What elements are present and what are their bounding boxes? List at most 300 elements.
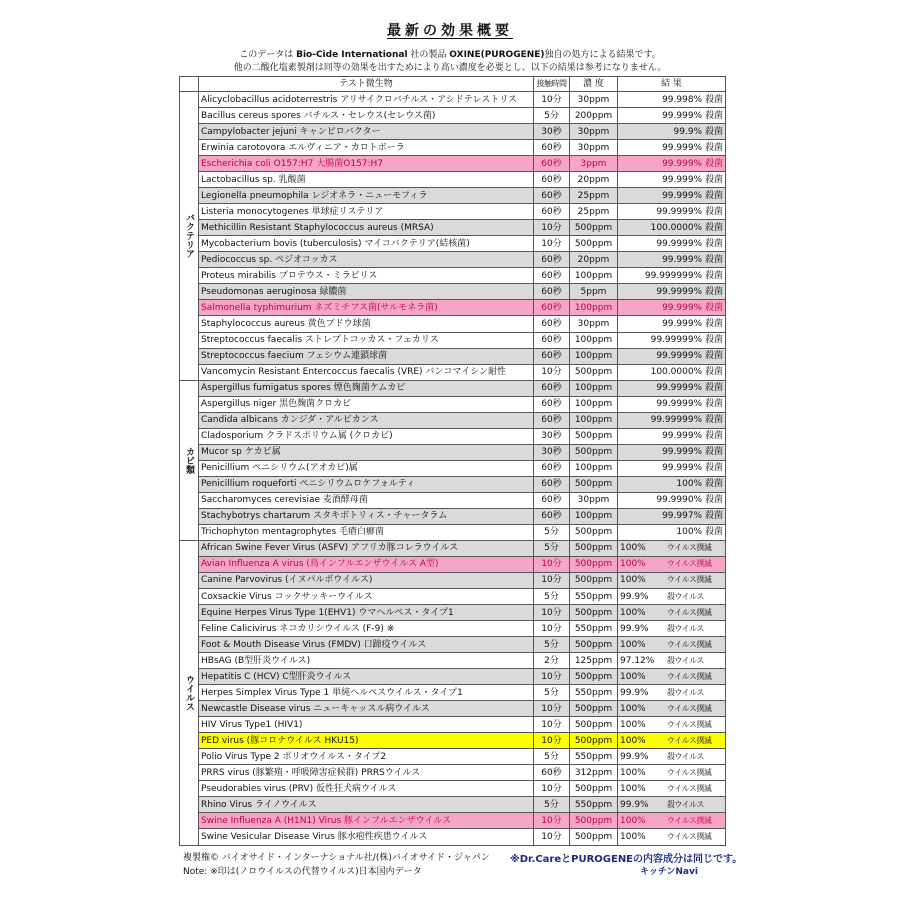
contact-time: 60秒	[534, 396, 570, 412]
result-label: 殺ウイルス	[666, 687, 704, 697]
result-cell	[618, 348, 726, 364]
organism-name: Saccharomyces cerevisiae 麦酒酵母菌	[199, 492, 534, 508]
table-row	[180, 380, 726, 396]
concentration: 500ppm	[570, 556, 618, 572]
table-row	[180, 332, 726, 348]
result-value: 99.998%	[662, 94, 703, 105]
concentration: 500ppm	[570, 236, 618, 252]
result-cell	[618, 316, 726, 332]
efficacy-table	[179, 76, 726, 846]
organism-name: Penicillium roqueforti ペニシリウムロケフォルティ	[199, 476, 534, 492]
organism-name: Listeria monocytogenes 単球症リステリア	[199, 204, 534, 220]
result-label: 殺菌	[704, 158, 723, 169]
organism-name: Candida albicans カンジダ・アルビカンス	[199, 412, 534, 428]
organism-name: Streptococcus faecium フェシウム連鎖球菌	[199, 348, 534, 364]
organism-name: Hepatitis C (HCV) C型肝炎ウイルス	[199, 669, 534, 685]
result-value: 100%	[620, 719, 646, 730]
result-cell	[618, 572, 726, 588]
result-cell	[618, 717, 726, 733]
organism-name: Escherichia coli O157:H7 大腸菌O157:H7	[199, 156, 534, 172]
organism-name: Newcastle Disease virus ニューキャッスル病ウイルス	[199, 701, 534, 717]
concentration: 500ppm	[570, 717, 618, 733]
table-row	[180, 220, 726, 236]
concentration: 30ppm	[570, 316, 618, 332]
table-row	[180, 572, 726, 588]
organism-name: Legionella pneumophila レジオネラ・ニューモフィラ	[199, 188, 534, 204]
result-cell	[618, 701, 726, 717]
result-value: 99.999999%	[644, 270, 703, 281]
table-row	[180, 300, 726, 316]
contact-time: 10分	[534, 669, 570, 685]
result-cell	[618, 380, 726, 396]
organism-name: Herpes Simplex Virus Type 1 単純ヘルペスウイルス・タイプ1	[199, 685, 534, 701]
result-cell	[618, 685, 726, 701]
contact-time: 2分	[534, 653, 570, 669]
contact-time: 5分	[534, 589, 570, 605]
table-row	[180, 685, 726, 701]
organism-name: Proteus mirabilis プロテウス・ミラビリス	[199, 268, 534, 284]
contact-time: 60秒	[534, 300, 570, 316]
concentration: 500ppm	[570, 701, 618, 717]
table-row	[180, 589, 726, 605]
concentration: 550ppm	[570, 685, 618, 701]
result-value: 99.9999%	[656, 383, 703, 394]
contact-time: 60秒	[534, 188, 570, 204]
result-label: 殺菌	[704, 415, 723, 426]
result-label: 殺菌	[704, 383, 723, 394]
concentration: 20ppm	[570, 172, 618, 188]
organism-name: Cladosporium クラドスポリウム属 (クロカビ)	[199, 428, 534, 444]
result-cell	[618, 204, 726, 220]
category-label: バクテリア	[180, 92, 199, 381]
result-label: 殺菌	[704, 142, 723, 153]
result-cell	[618, 252, 726, 268]
table-row	[180, 268, 726, 284]
table-row	[180, 653, 726, 669]
result-cell	[618, 508, 726, 524]
result-label: 殺菌	[704, 527, 723, 538]
concentration: 500ppm	[570, 524, 618, 540]
table-row	[180, 492, 726, 508]
organism-name: HIV Virus Type1 (HIV1)	[199, 717, 534, 733]
source-credit: キッチンNavi	[640, 867, 698, 877]
result-cell	[618, 332, 726, 348]
table-header-row	[180, 77, 726, 92]
organism-name: Polio Virus Type 2 ポリオウイルス・タイプ2	[199, 749, 534, 765]
result-cell	[618, 300, 726, 316]
organism-name: Avian Influenza A virus (鳥インフルエンザウイルス A型)	[199, 556, 534, 572]
organism-name: Aspergillus niger 黒色麹菌クロカビ	[199, 396, 534, 412]
result-label: ウイルス撲滅	[666, 767, 712, 777]
organism-name: Pseudomonas aeruginosa 緑膿菌	[199, 284, 534, 300]
organism-name: Aspergillus fumigatus spores 煙色麹菌ケムカビ	[199, 380, 534, 396]
concentration: 550ppm	[570, 589, 618, 605]
result-cell	[618, 188, 726, 204]
contact-time: 60秒	[534, 765, 570, 781]
concentration: 500ppm	[570, 605, 618, 621]
result-value: 99.9%	[620, 591, 649, 602]
result-cell	[618, 108, 726, 124]
result-value: 99.999%	[662, 463, 703, 474]
result-label: ウイルス撲滅	[666, 575, 712, 585]
result-value: 99.999%	[662, 158, 703, 169]
intro-line-2: 他の二酸化塩素製剤は同等の効果を出すためにより高い濃度を必要とし、以下の結果は参考になりません。	[233, 63, 667, 73]
table-row	[180, 396, 726, 412]
contact-time: 60秒	[534, 172, 570, 188]
table-row	[180, 316, 726, 332]
result-label: 殺菌	[704, 367, 723, 378]
contact-time: 10分	[534, 364, 570, 380]
result-label: 殺菌	[704, 190, 723, 201]
organism-name: African Swine Fever Virus (ASFV) アフリカ豚コレラウイルス	[199, 540, 534, 556]
concentration: 20ppm	[570, 252, 618, 268]
table-row	[180, 156, 726, 172]
result-label: ウイルス撲滅	[666, 815, 712, 825]
result-label: 殺菌	[704, 222, 723, 233]
organism-name: Penicillium ペニシリウム(アオカビ)属	[199, 460, 534, 476]
concentration: 30ppm	[570, 124, 618, 140]
result-cell	[618, 156, 726, 172]
result-label: 殺菌	[704, 270, 723, 281]
organism-name: Mycobacterium bovis (tuberculosis) マイコバクテリア(結核菌)	[199, 236, 534, 252]
concentration: 500ppm	[570, 813, 618, 829]
table-row	[180, 829, 726, 846]
result-value: 99.9999%	[656, 399, 703, 410]
table-row	[180, 124, 726, 140]
contact-time: 5分	[534, 797, 570, 813]
result-value: 99.999%	[662, 190, 703, 201]
result-label: 殺菌	[704, 206, 723, 217]
result-value: 100%	[620, 815, 646, 826]
result-value: 99.999%	[662, 142, 703, 153]
contact-time: 30秒	[534, 428, 570, 444]
result-value: 99.99999%	[650, 415, 703, 426]
result-label: 殺菌	[704, 511, 723, 522]
result-value: 97.12%	[620, 655, 655, 666]
result-value: 99.999%	[662, 302, 703, 313]
organism-name: Erwinia carotovora エルヴィニア・カロトボーラ	[199, 140, 534, 156]
contact-time: 5分	[534, 524, 570, 540]
result-value: 99.9%	[673, 126, 703, 137]
result-cell	[618, 813, 726, 829]
result-value: 100%	[620, 543, 646, 554]
table-row	[180, 204, 726, 220]
result-cell	[618, 669, 726, 685]
concentration: 500ppm	[570, 444, 618, 460]
concentration: 100ppm	[570, 460, 618, 476]
concentration: 30ppm	[570, 492, 618, 508]
concentration: 500ppm	[570, 476, 618, 492]
result-value: 100%	[620, 639, 646, 650]
concentration: 500ppm	[570, 428, 618, 444]
table-row	[180, 364, 726, 380]
table-row	[180, 92, 726, 108]
organism-name: Feline Calicivirus ネコカリシウイルス (F-9) ※	[199, 621, 534, 637]
organism-name: Equine Herpes Virus Type 1(EHV1) ウマヘルペス・タイプ1	[199, 605, 534, 621]
result-value: 100%	[620, 607, 646, 618]
concentration: 500ppm	[570, 669, 618, 685]
contact-time: 60秒	[534, 204, 570, 220]
contact-time: 10分	[534, 781, 570, 797]
result-label: 殺菌	[704, 431, 723, 442]
result-value: 99.999%	[662, 447, 703, 458]
result-cell	[618, 524, 726, 540]
result-value: 99.999%	[662, 174, 703, 185]
organism-name: Lactobacillus sp. 乳酸菌	[199, 172, 534, 188]
result-cell	[618, 733, 726, 749]
result-value: 99.9999%	[656, 351, 703, 362]
result-value: 100%	[676, 479, 703, 490]
result-cell	[618, 140, 726, 156]
concentration: 312ppm	[570, 765, 618, 781]
category-header-cell	[180, 77, 199, 92]
concentration: 100ppm	[570, 412, 618, 428]
contact-time: 60秒	[534, 508, 570, 524]
organism-name: Pseudorabies virus (PRV) 仮性狂犬病ウイルス	[199, 781, 534, 797]
table-row	[180, 637, 726, 653]
concentration: 500ppm	[570, 637, 618, 653]
contact-time: 60秒	[534, 316, 570, 332]
organism-name: Mucor sp ケカビ属	[199, 444, 534, 460]
result-cell	[618, 749, 726, 765]
table-row	[180, 556, 726, 572]
table-row	[180, 701, 726, 717]
organism-name: HBsAG (B型肝炎ウイルス)	[199, 653, 534, 669]
contact-time: 5分	[534, 637, 570, 653]
result-label: ウイルス撲滅	[666, 783, 712, 793]
result-label: 殺菌	[704, 447, 723, 458]
table-row	[180, 284, 726, 300]
result-value: 99.9%	[620, 687, 649, 698]
result-label: 殺ウイルス	[666, 799, 704, 809]
result-label: 殺菌	[704, 351, 723, 362]
table-row	[180, 797, 726, 813]
result-label: 殺菌	[704, 254, 723, 265]
contact-time: 10分	[534, 701, 570, 717]
result-cell	[618, 284, 726, 300]
contact-time: 10分	[534, 829, 570, 846]
concentration: 100ppm	[570, 300, 618, 316]
organism-name: Staphylococcus aureus 黄色ブドウ球菌	[199, 316, 534, 332]
contact-time: 30秒	[534, 444, 570, 460]
result-label: ウイルス撲滅	[666, 703, 712, 713]
result-cell	[618, 268, 726, 284]
result-cell	[618, 428, 726, 444]
result-cell	[618, 653, 726, 669]
result-value: 100%	[620, 559, 646, 570]
result-cell	[618, 124, 726, 140]
result-value: 99.999%	[662, 431, 703, 442]
concentration: 500ppm	[570, 364, 618, 380]
result-label: 殺菌	[704, 495, 723, 506]
organism-name: PRRS virus (豚繁殖・呼吸障害症候群) PRRSウイルス	[199, 765, 534, 781]
table-row	[180, 765, 726, 781]
contact-time: 10分	[534, 556, 570, 572]
organism-name: Rhino Virus ライノウイルス	[199, 797, 534, 813]
ingredient-note: ※Dr.CareとPUROGENEの内容成分は同じです。	[510, 854, 743, 865]
footnote: Note: ※印は(ノロウイルスの代替ウイルス)日本国内データ	[183, 867, 422, 877]
concentration: 100ppm	[570, 348, 618, 364]
concentration: 500ppm	[570, 733, 618, 749]
contact-time: 10分	[534, 605, 570, 621]
contact-time: 60秒	[534, 140, 570, 156]
result-cell	[618, 605, 726, 621]
table-row	[180, 524, 726, 540]
result-cell	[618, 621, 726, 637]
table-row	[180, 540, 726, 556]
contact-time: 60秒	[534, 284, 570, 300]
result-cell	[618, 637, 726, 653]
result-cell	[618, 540, 726, 556]
result-cell	[618, 396, 726, 412]
concentration: 500ppm	[570, 540, 618, 556]
result-label: ウイルス撲滅	[666, 735, 712, 745]
result-label: 殺菌	[704, 94, 723, 105]
category-label: ウイルス	[180, 540, 199, 845]
table-row	[180, 444, 726, 460]
organism-name: Streptococcus faecalis ストレプトコッカス・フェカリス	[199, 332, 534, 348]
result-label: ウイルス撲滅	[666, 543, 712, 553]
result-cell	[618, 172, 726, 188]
result-cell	[618, 781, 726, 797]
result-value: 99.9990%	[656, 495, 703, 506]
result-label: 殺菌	[704, 174, 723, 185]
table-row	[180, 412, 726, 428]
result-cell	[618, 444, 726, 460]
organism-name: Swine Vesicular Disease Virus 豚水疱性疾患ウイルス	[199, 829, 534, 846]
result-cell	[618, 492, 726, 508]
result-value: 100%	[620, 767, 646, 778]
table-row	[180, 460, 726, 476]
result-value: 99.9%	[620, 799, 649, 810]
result-value: 100%	[620, 671, 646, 682]
concentration: 125ppm	[570, 653, 618, 669]
concentration: 100ppm	[570, 396, 618, 412]
table-row	[180, 669, 726, 685]
result-label: 殺菌	[704, 479, 723, 490]
result-label: 殺菌	[704, 286, 723, 297]
col-header-concentration: 濃 度	[570, 77, 618, 92]
result-value: 100%	[620, 575, 646, 586]
result-label: 殺菌	[704, 126, 723, 137]
table-body	[180, 77, 726, 846]
result-value: 99.999%	[662, 254, 703, 265]
result-cell	[618, 589, 726, 605]
result-value: 100%	[620, 735, 646, 746]
organism-name: Methicillin Resistant Staphylococcus aureus (MRSA)	[199, 220, 534, 236]
concentration: 100ppm	[570, 380, 618, 396]
category-label: カビ類	[180, 380, 199, 540]
copyright-note: 複製権© バイオサイド・インターナショナル社/(株)バイオサイド・ジャパン	[183, 853, 490, 863]
concentration: 500ppm	[570, 572, 618, 588]
concentration: 550ppm	[570, 797, 618, 813]
table-row	[180, 172, 726, 188]
contact-time: 60秒	[534, 460, 570, 476]
concentration: 500ppm	[570, 220, 618, 236]
result-value: 99.997%	[662, 511, 703, 522]
result-cell	[618, 765, 726, 781]
concentration: 3ppm	[570, 156, 618, 172]
table-row	[180, 781, 726, 797]
result-cell	[618, 556, 726, 572]
organism-name: Swine Influenza A (H1N1) Virus 豚インフルエンザウイルス	[199, 813, 534, 829]
concentration: 100ppm	[570, 268, 618, 284]
concentration: 100ppm	[570, 332, 618, 348]
result-label: ウイルス撲滅	[666, 671, 712, 681]
col-header-result: 結 果	[618, 77, 726, 92]
organism-name: Alicyclobacillus acidoterrestris アリサイクロバチルス・アシドテレストリス	[199, 92, 534, 108]
concentration: 30ppm	[570, 140, 618, 156]
organism-name: Foot & Mouth Disease Virus (FMDV) 口蹄疫ウイルス	[199, 637, 534, 653]
result-value: 100%	[620, 832, 646, 843]
contact-time: 10分	[534, 92, 570, 108]
contact-time: 60秒	[534, 268, 570, 284]
table-row	[180, 621, 726, 637]
result-cell	[618, 829, 726, 846]
result-label: 殺菌	[704, 238, 723, 249]
result-value: 100%	[620, 783, 646, 794]
contact-time: 5分	[534, 749, 570, 765]
concentration: 5ppm	[570, 284, 618, 300]
table-row	[180, 476, 726, 492]
table-row	[180, 108, 726, 124]
contact-time: 60秒	[534, 332, 570, 348]
table-row	[180, 428, 726, 444]
table-row	[180, 508, 726, 524]
contact-time: 5分	[534, 685, 570, 701]
result-label: 殺ウイルス	[666, 591, 704, 601]
concentration: 550ppm	[570, 749, 618, 765]
contact-time: 10分	[534, 572, 570, 588]
contact-time: 10分	[534, 220, 570, 236]
table-row	[180, 252, 726, 268]
result-cell	[618, 220, 726, 236]
concentration: 500ppm	[570, 781, 618, 797]
result-label: ウイルス撲滅	[666, 559, 712, 569]
table-row	[180, 348, 726, 364]
contact-time: 5分	[534, 540, 570, 556]
contact-time: 60秒	[534, 348, 570, 364]
concentration: 500ppm	[570, 829, 618, 846]
table-row	[180, 605, 726, 621]
result-cell	[618, 797, 726, 813]
table-row	[180, 236, 726, 252]
organism-name: Vancomycin Resistant Entercoccus faecalis (VRE) バンコマイシン耐性	[199, 364, 534, 380]
contact-time: 10分	[534, 813, 570, 829]
organism-name: Bacillus cereus spores バチルス・セレウス(セレウス菌)	[199, 108, 534, 124]
col-header-time: 接触時間	[534, 77, 570, 92]
contact-time: 60秒	[534, 156, 570, 172]
table-row	[180, 733, 726, 749]
page-title: 最新の効果概要	[387, 23, 513, 39]
result-cell	[618, 476, 726, 492]
result-cell	[618, 92, 726, 108]
organism-name: PED virus (豚コロナウイルス HKU15)	[199, 733, 534, 749]
organism-name: Campylobacter jejuni キャンピロバクター	[199, 124, 534, 140]
concentration: 30ppm	[570, 92, 618, 108]
result-label: 殺ウイルス	[666, 751, 704, 761]
result-label: ウイルス撲滅	[666, 639, 712, 649]
organism-name: Pediococcus sp. ペジオコッカス	[199, 252, 534, 268]
result-value: 99.999%	[662, 110, 703, 121]
contact-time: 60秒	[534, 476, 570, 492]
contact-time: 60秒	[534, 492, 570, 508]
organism-name: Canine Parvovirus (イヌパルボウイルス)	[199, 572, 534, 588]
intro-line-1: このデータは Bio-Cide International 社の製品 OXINE(PUROGENE)独自の処方による結果です。	[239, 50, 661, 60]
contact-time: 10分	[534, 236, 570, 252]
table-row	[180, 749, 726, 765]
concentration: 550ppm	[570, 621, 618, 637]
